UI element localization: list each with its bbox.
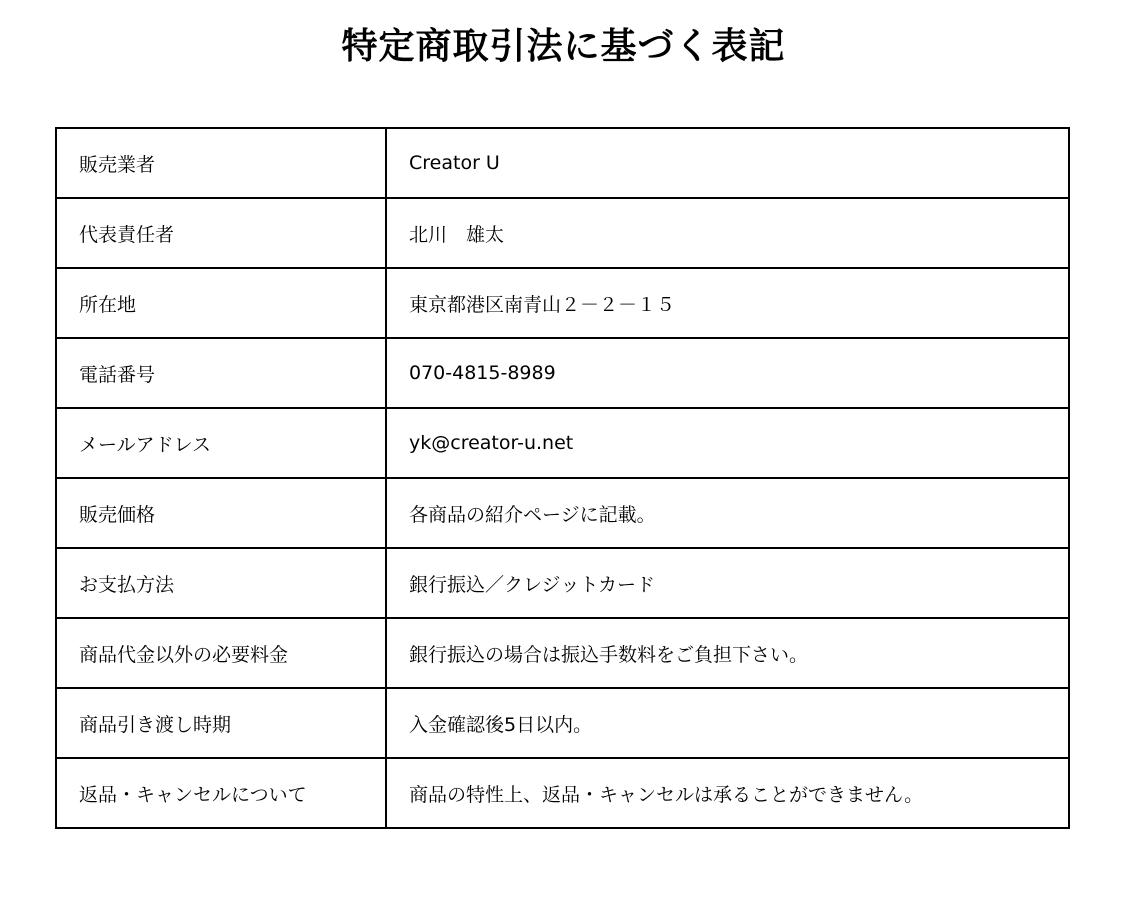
legal-info-table <box>55 127 1070 829</box>
row-label: 代表責任者 <box>56 198 386 268</box>
table-row-extra-fees <box>56 618 1069 688</box>
table-row-seller <box>56 128 1069 198</box>
table-row-price <box>56 478 1069 548</box>
row-value: 各商品の紹介ページに記載。 <box>386 478 1069 548</box>
table-row-returns <box>56 758 1069 828</box>
row-value: 北川 雄太 <box>386 198 1069 268</box>
row-value: 入金確認後5日以内。 <box>386 688 1069 758</box>
table-row-address <box>56 268 1069 338</box>
row-label: 販売価格 <box>56 478 386 548</box>
row-label: 所在地 <box>56 268 386 338</box>
row-label: 返品・キャンセルについて <box>56 758 386 828</box>
row-value: yk@creator-u.net <box>386 408 1069 478</box>
row-label: お支払方法 <box>56 548 386 618</box>
row-label: 販売業者 <box>56 128 386 198</box>
row-label: 電話番号 <box>56 338 386 408</box>
table-row-payment <box>56 548 1069 618</box>
row-value: Creator U <box>386 128 1069 198</box>
table-row-representative <box>56 198 1069 268</box>
table-row-email <box>56 408 1069 478</box>
row-label: 商品代金以外の必要料金 <box>56 618 386 688</box>
page-title: 特定商取引法に基づく表記 <box>341 26 786 67</box>
table-row-delivery <box>56 688 1069 758</box>
row-value: 銀行振込の場合は振込手数料をご負担下さい。 <box>386 618 1069 688</box>
table-row-phone <box>56 338 1069 408</box>
row-value: 銀行振込／クレジットカード <box>386 548 1069 618</box>
row-value: 商品の特性上、返品・キャンセルは承ることができません。 <box>386 758 1069 828</box>
row-label: メールアドレス <box>56 408 386 478</box>
row-value: 東京都港区南青山２－２－１５ <box>386 268 1069 338</box>
row-label: 商品引き渡し時期 <box>56 688 386 758</box>
row-value: 070-4815-8989 <box>386 338 1069 408</box>
